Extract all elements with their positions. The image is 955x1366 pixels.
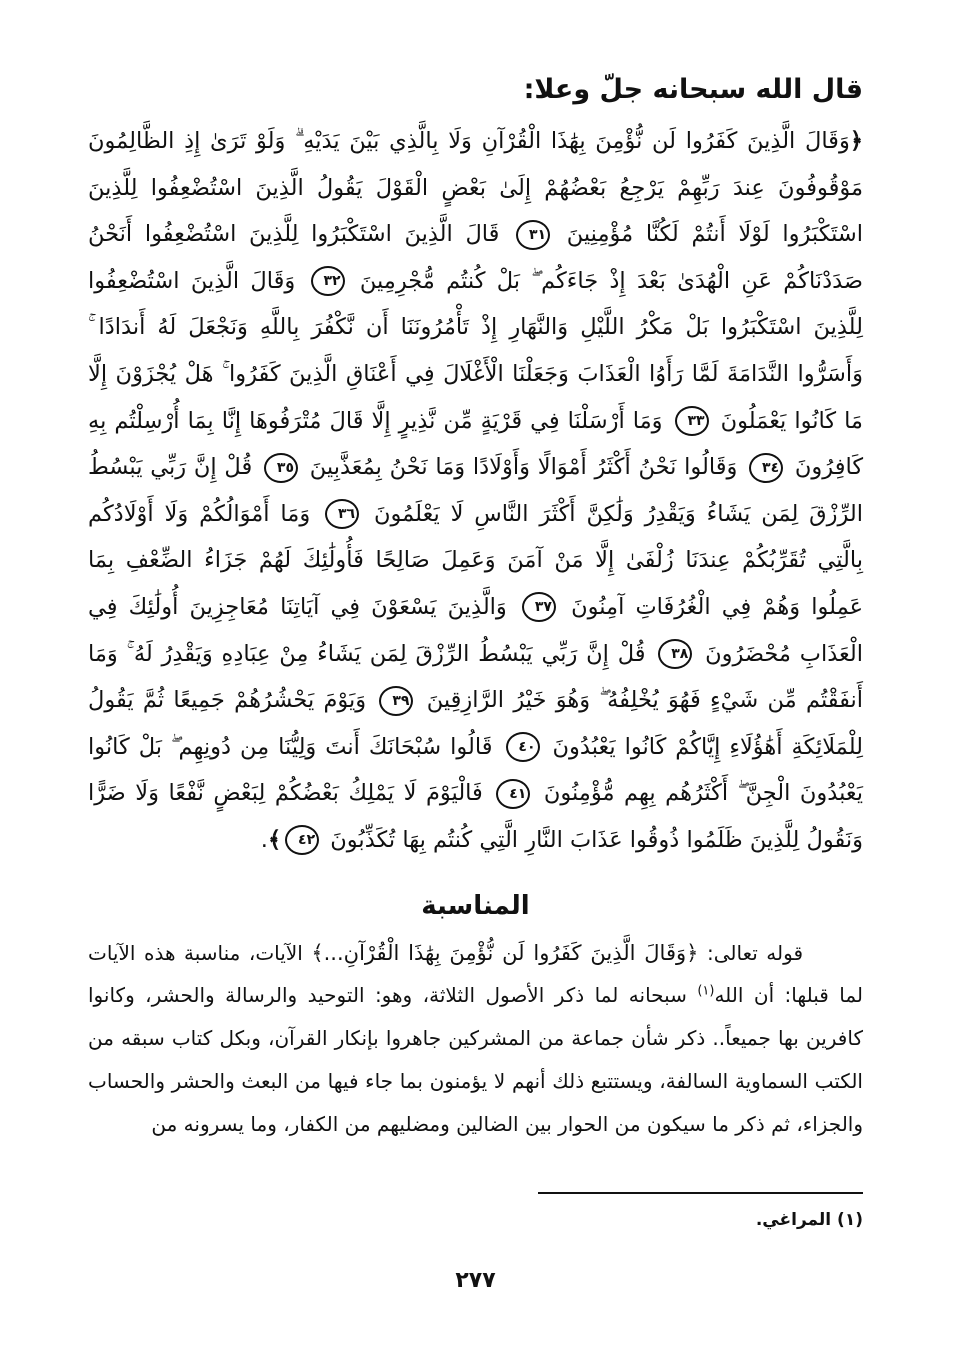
footnote <box>756 1206 863 1234</box>
ayah-number-marker: ٤٠ <box>506 732 540 762</box>
verse-text: وَقَالَ الَّذِينَ اسْتُضْعِفُوا لِلَّذِينَ اسْتَكْبَرُوا بَلْ مَكْرُ اللَّيْلِ وَالنَّهَارِ إِذْ تَأْمُرُونَنَا أَن نَّكْفُرَ بِاللَّهِ وَنَجْعَلَ لَهُ أَندَادًا ۚ وَأَسَرُّوا النَّدَامَةَ لَمَّا رَأَوُا الْعَذَابَ وَجَعَلْنَا الْأَغْلَالَ فِي أَعْنَاقِ الَّذِينَ كَفَرُوا ۚ هَلْ يُجْزَوْنَ إِلَّا مَا كَانُوا يَعْمَلُونَ <box>88 267 863 434</box>
quran-verses-block <box>88 118 863 864</box>
page <box>88 70 863 1330</box>
verse-text: وَالَّذِينَ يَسْعَوْنَ فِي آيَاتِنَا مُعَاجِزِينَ أُولَٰئِكَ فِي الْعَذَابِ مُحْضَرُونَ <box>88 593 863 667</box>
open-bracket: ﴿ <box>849 128 863 154</box>
page-number: ٢٧٧ <box>455 1268 496 1293</box>
commentary-body: سبحانه لما ذكر الأصول الثلاثة، وهو: التوحيد والرسالة والحشر، وكانوا كافرين بها جميعاً.. ذكر شأن جماعة من المشركين جاهروا بإنكار القرآن، وبكل كتاب سبقه من الكتب السماوية السالفة، ويستتبع ذلك أنهم لا يؤمنون بما جاء فيها من البعث والحشر والحساب والجزاء، ثم ذكر ما سيكون من الحوار بين الضالين ومضليهم من الكفار، وما يسرونه من <box>88 983 863 1136</box>
close-bracket: ﴾ <box>267 826 282 853</box>
footnote-reference: (١) <box>697 983 715 999</box>
footnote-text: المراغي. <box>755 1210 832 1230</box>
ayah-number-marker: ٣٧ <box>522 592 556 622</box>
ayah-number-marker: ٤٢ <box>285 825 319 855</box>
verse-text: فَالْيَوْمَ لَا يَمْلِكُ بَعْضُكُمْ لِبَعْضٍ نَّفْعًا وَلَا ضَرًّا وَنَقُولُ لِلَّذِينَ ظَلَمُوا ذُوقُوا عَذَابَ النَّارِ الَّتِي كُنتُم بِهَا تُكَذِّبُونَ <box>88 780 863 853</box>
ayah-number-marker: ٣٩ <box>379 686 413 716</box>
ayah-number-marker: ٤١ <box>496 779 530 809</box>
verse-text: قُلْ إِنَّ رَبِّي يَبْسُطُ الرِّزْقَ لِمَن يَشَاءُ مِنْ عِبَادِهِ وَيَقْدِرُ لَهُ ۚ وَمَا أَنفَقْتُم مِّن شَيْءٍ فَهُوَ يُخْلِفُهُ ۖ وَهُوَ خَيْرُ الرَّازِقِينَ <box>88 640 864 714</box>
page-heading: قال الله سبحانه جلّ وعلا: <box>523 74 863 105</box>
ayah-number-marker: ٣٣ <box>675 406 709 436</box>
verse-text: قُلْ إِنَّ رَبِّي يَبْسُطُ الرِّزْقَ لِمَن يَشَاءُ وَيَقْدِرُ وَلَٰكِنَّ أَكْثَرَ النَّاسِ لَا يَعْلَمُونَ <box>88 454 864 527</box>
ayah-number-marker: ٣٦ <box>325 499 359 529</box>
verse-text: قَالُوا سُبْحَانَكَ أَنتَ وَلِيُّنَا مِن دُونِهِم ۖ بَلْ كَانُوا يَعْبُدُونَ الْجِنَّ ۖ أَكْثَرُهُم بِهِم مُّؤْمِنُونَ <box>88 733 863 807</box>
ayah-number-marker: ٣٤ <box>749 453 783 483</box>
ayah-number-marker: ٣٥ <box>264 453 298 483</box>
verse-text: وَقَالُوا نَحْنُ أَكْثَرُ أَمْوَالًا وَأَوْلَادًا وَمَا نَحْنُ بِمُعَذَّبِينَ <box>309 454 738 481</box>
verse-text: قَالَ الَّذِينَ اسْتَكْبَرُوا لِلَّذِينَ اسْتُضْعِفُوا أَنَحْنُ صَدَدْنَاكُمْ عَنِ الْهُدَىٰ بَعْدَ إِذْ جَاءَكُم ۖ بَلْ كُنتُم مُّجْرِمِينَ <box>88 221 864 294</box>
verse-text: وَمَا أَرْسَلْنَا فِي قَرْيَةٍ مِّن نَّذِيرٍ إِلَّا قَالَ مُتْرَفُوهَا إِنَّا بِمَا أُرْسِلْتُم بِهِ كَافِرُونَ <box>88 407 864 481</box>
commentary-quote: ﴿وَقَالَ الَّذِينَ كَفَرُوا لَن نُّؤْمِنَ بِهَٰذَا الْقُرْآنِ...﴾ <box>311 940 699 965</box>
ayah-number-marker: ٣٨ <box>658 639 692 669</box>
ayah-number-marker: ٣٢ <box>311 266 345 296</box>
commentary-paragraph <box>88 932 863 1146</box>
footnote-marker: (١) <box>837 1210 863 1230</box>
footnote-divider <box>538 1192 863 1194</box>
ayah-number-marker: ٣١ <box>516 220 550 250</box>
verses-end-dot: . <box>260 826 268 853</box>
commentary-intro: قوله تعالى: <box>706 940 804 965</box>
commentary-after-quote: الآيات، مناسبة هذه الآيات لما قبلها: أن الله <box>88 940 864 1008</box>
section-title: المناسبة <box>421 890 530 921</box>
verse-text: وَيَوْمَ يَحْشُرُهُمْ جَمِيعًا ثُمَّ يَقُولُ لِلْمَلَائِكَةِ أَهَٰؤُلَاءِ إِيَّاكُمْ كَانُوا يَعْبُدُونَ <box>88 687 863 760</box>
verse-text: وَقَالَ الَّذِينَ كَفَرُوا لَن نُّؤْمِنَ بِهَٰذَا الْقُرْآنِ وَلَا بِالَّذِي بَيْنَ يَدَيْهِ ۗ وَلَوْ تَرَىٰ إِذِ الظَّالِمُونَ مَوْقُوفُونَ عِندَ رَبِّهِمْ يَرْجِعُ بَعْضُهُمْ إِلَىٰ بَعْضٍ الْقَوْلَ يَقُولُ الَّذِينَ اسْتُضْعِفُوا لِلَّذِينَ اسْتَكْبَرُوا لَوْلَا أَنتُمْ لَكُنَّا مُؤْمِنِينَ <box>88 128 864 248</box>
verse-text: وَمَا أَمْوَالُكُمْ وَلَا أَوْلَادُكُم بِالَّتِي تُقَرِّبُكُمْ عِندَنَا زُلْفَىٰ إِلَّا مَنْ آمَنَ وَعَمِلَ صَالِحًا فَأُولَٰئِكَ لَهُمْ جَزَاءُ الضِّعْفِ بِمَا عَمِلُوا وَهُمْ فِي الْغُرُفَاتِ آمِنُونَ <box>88 500 864 620</box>
